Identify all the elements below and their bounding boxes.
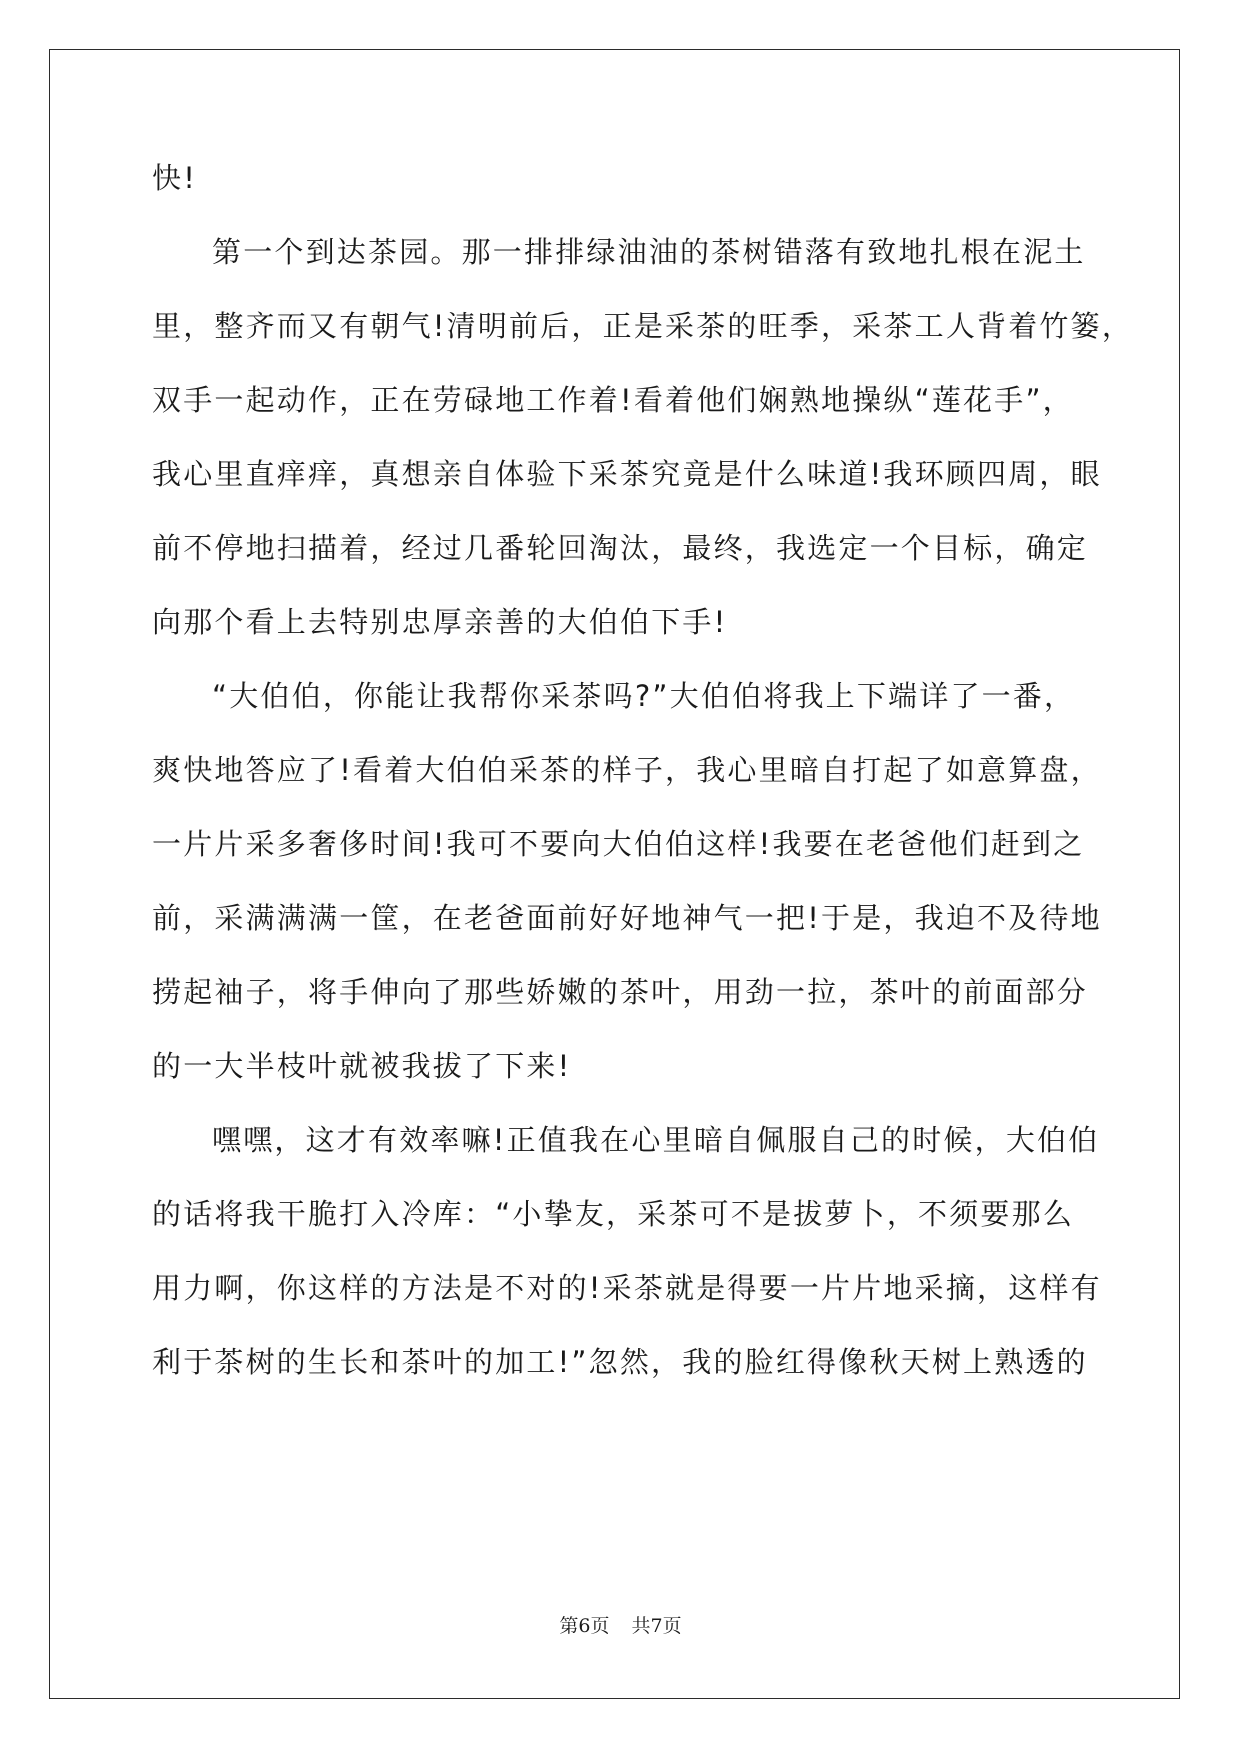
- text-line-17: 利于茶树的生长和茶叶的加工!”忽然，我的脸红得像秋天树上熟透的: [152, 1345, 1088, 1379]
- text-line-12: 捞起袖子，将手伸向了那些娇嫩的茶叶，用劲一拉，茶叶的前面部分: [152, 975, 1089, 1009]
- text-line-5: 我心里直痒痒，真想亲自体验下采茶究竟是什么味道!我环顾四周，眼: [152, 457, 1102, 491]
- text-line-6: 前不停地扫描着，经过几番轮回淘汰，最终，我选定一个目标，确定: [152, 531, 1089, 565]
- text-line-16: 用力啊，你这样的方法是不对的!采茶就是得要一片片地采摘，这样有: [152, 1271, 1102, 1305]
- text-line-13: 的一大半枝叶就被我拔了下来!: [152, 1049, 572, 1083]
- text-line-7: 向那个看上去特别忠厚亲善的大伯伯下手!: [152, 605, 728, 639]
- page-border: [49, 49, 1180, 1699]
- text-line-9: 爽快地答应了!看着大伯伯采茶的样子，我心里暗自打起了如意算盘，: [152, 753, 1102, 787]
- text-line-1: 快!: [152, 161, 198, 195]
- text-line-8: “大伯伯，你能让我帮你采茶吗?”大伯伯将我上下端详了一番，: [212, 679, 1076, 713]
- text-line-2: 第一个到达茶园。那一排排绿油油的茶树错落有致地扎根在泥土: [212, 235, 1086, 269]
- text-line-4: 双手一起动作，正在劳碌地工作着!看着他们娴熟地操纵“莲花手”，: [152, 383, 1074, 417]
- text-line-3: 里，整齐而又有朝气!清明前后，正是采茶的旺季，采茶工人背着竹篓，: [152, 309, 1134, 343]
- text-line-10: 一片片采多奢侈时间!我可不要向大伯伯这样!我要在老爸他们赶到之: [152, 827, 1085, 861]
- text-line-11: 前，采满满满一筐，在老爸面前好好地神气一把!于是，我迫不及待地: [152, 901, 1102, 935]
- page-footer: [0, 1614, 1241, 1638]
- page-number-current: 第6页: [559, 1615, 610, 1637]
- text-line-14: 嘿嘿，这才有效率嘛!正值我在心里暗自佩服自己的时候，大伯伯: [212, 1123, 1100, 1157]
- page-number-total: 共7页: [631, 1615, 682, 1637]
- text-line-15: 的话将我干脆打入冷库：“小挚友，采茶可不是拔萝卜，不须要那么: [152, 1197, 1075, 1231]
